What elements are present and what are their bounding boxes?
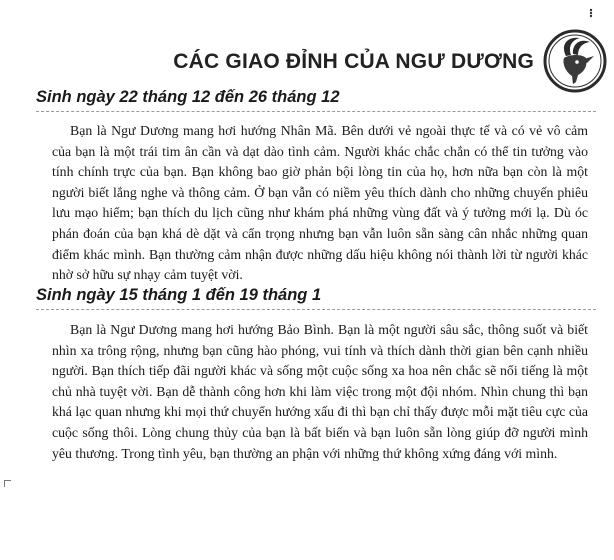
chapter-header	[0, 28, 614, 88]
section-body-2: Bạn là Ngư Dương mang hơi hướng Bảo Bình. Bạn là một người sâu sắc, thông suốt và biết nhìn xa trông rộng, nhưng bạn cũng hào phóng, vui tính và thích dành thời gian bên cạnh nhiều người. Bạn thích tiếp đãi người khác và sống một cuộc sống xa hoa nên chắc sẽ nổi tiếng là một chủ nhà tuyệt vời. Bạn dễ thành công hơn khi làm việc trong một đội nhóm. Nhìn chung thì bạn khá lạc quan nhưng khi mọi thứ chuyển hướng xấu đi thì bạn chỉ thấy được mỗi mặt tiêu cực của cuộc sống thôi. Lòng chung thủy của bạn là bất biến và bạn luôn sẵn lòng giúp đỡ người mình yêu thương. Trong tình yêu, bạn thường an phận với những thứ không xứng đáng với mình.	[52, 322, 588, 461]
section-divider-1	[36, 111, 596, 112]
section-body-1: Bạn là Ngư Dương mang hơi hướng Nhân Mã. Bên dưới vẻ ngoài thực tế và có vẻ vô cảm của bạn là một trái tim ân cần và dạt dào tình cảm. Người khác chắc chắn có thể tin tưởng vào tính chính trực của bạn. Bạn không bao giờ phản bội lòng tin của họ, hơn nữa bạn còn là một người biết lắng nghe và thông cảm. Ở bạn vẫn có niềm yêu thích dành cho những chuyến phiêu lưu mạo hiểm; bạn thích du lịch cũng như khám phá những vùng đất và ý tưởng mới lạ. Dù óc phán đoán của bạn khá dè dặt và cẩn trọng nhưng bạn vẫn luôn sẵn sàng cân nhắc những quan điểm khác mình. Bạn thường cảm nhận được những dấu hiệu không nói thành lời từ người khác nhờ sở hữu sự nhạy cảm tuyệt vời.	[52, 123, 588, 283]
corner-dots-icon	[586, 8, 596, 18]
section-divider-2	[36, 309, 596, 310]
section-heading-1: Sinh ngày 22 tháng 12 đến 26 tháng 12	[36, 88, 340, 106]
section-heading-2: Sinh ngày 15 tháng 1 đến 19 tháng 1	[36, 286, 322, 304]
capricorn-goat-icon	[542, 28, 608, 94]
crop-mark	[4, 480, 11, 487]
page-title: CÁC GIAO ĐỈNH CỦA NGƯ DƯƠNG	[173, 50, 534, 73]
